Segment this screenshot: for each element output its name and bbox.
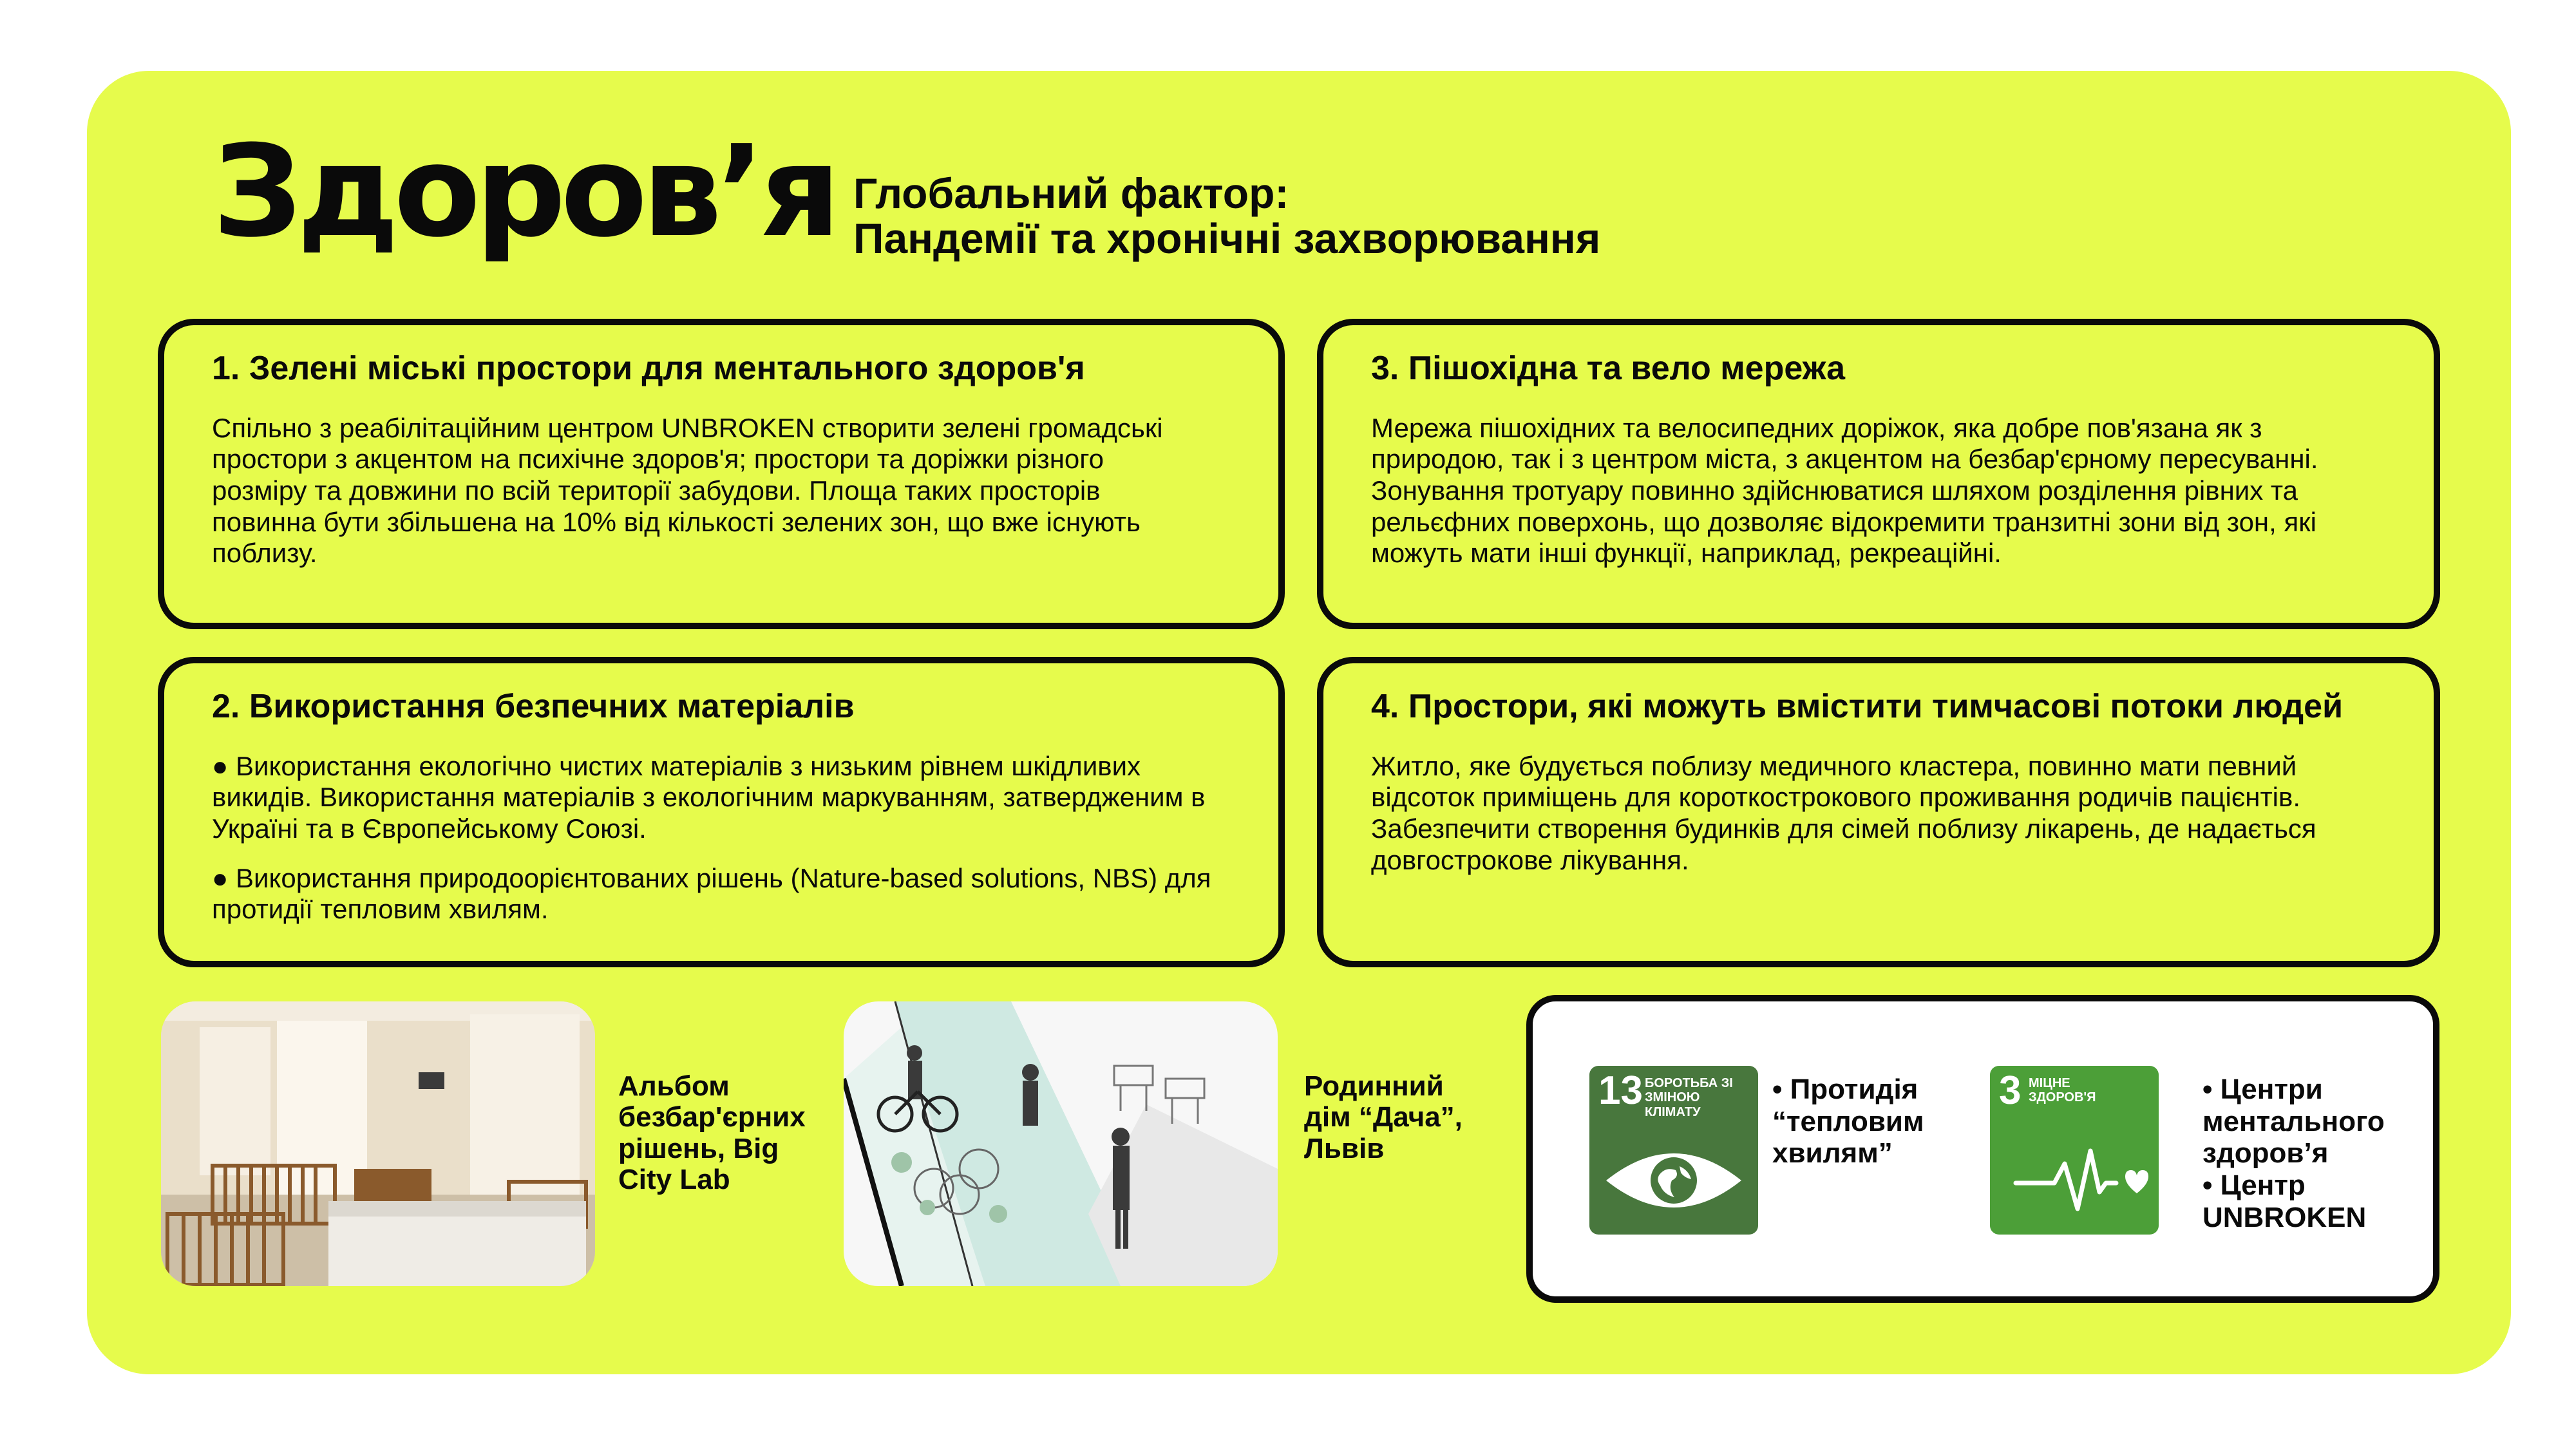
sdg-number: 13 bbox=[1598, 1068, 1643, 1113]
card-text: Спільно з реабілітаційним центром UNBROKEN створити зелені громадські простори з акцентом на психічне здоров'я; простори та доріжки різного розміру та довжини по всій території забудови. Площа таких просторів повинна бути збільшена на 10% від кількості зелених зон, що вже існують поблизу. bbox=[212, 412, 1163, 569]
photo-caption-family-house: Родинний дім “Дача”, Львів bbox=[1304, 1070, 1463, 1164]
sdg-goals-box bbox=[1526, 995, 2439, 1303]
card-bullet: ● Використання природоорієнтованих рішень (Nature-based solutions, NBS) для протидії тепловим хвилям. bbox=[212, 862, 1211, 925]
sdg-label: МІЦНЕ ЗДОРОВ'Я bbox=[2029, 1076, 2096, 1105]
eye-globe-icon bbox=[1589, 1138, 1758, 1235]
sdg-note: • Протидія “тепловим хвилям” bbox=[1772, 1074, 1924, 1170]
card-heading: 1. Зелені міські простори для ментального здоров'я bbox=[212, 350, 1085, 387]
card-temporary-flows bbox=[1317, 657, 2440, 967]
sdg-note: • Центр UNBROKEN bbox=[2202, 1170, 2367, 1233]
card-heading: 2. Використання безпечних матеріалів bbox=[212, 688, 855, 725]
sdg-13-tile bbox=[1589, 1066, 1758, 1235]
sdg-label: БОРОТЬБА ЗІ ЗМІНОЮ КЛІМАТУ bbox=[1645, 1076, 1733, 1119]
sdg-note: • Центри ментального здоров’я bbox=[2202, 1074, 2385, 1170]
global-factor-value: Пандемії та хронічні захворювання bbox=[853, 214, 1601, 262]
sdg-13-notes bbox=[1772, 1074, 1965, 1170]
heartbeat-icon bbox=[1990, 1138, 2159, 1235]
card-green-spaces bbox=[158, 319, 1285, 629]
card-walk-bike-network bbox=[1317, 319, 2440, 629]
street-illustration bbox=[844, 1001, 1278, 1286]
card-bullet: ● Використання екологічно чистих матеріалів з низьким рівнем шкідливих викидів. Використання матеріалів з екологічним маркуванням, затвердженим в Україні та в Європейському Союзі. bbox=[212, 750, 1206, 844]
photo-caption-album: Альбом безбар'єрних рішень, Big City Lab bbox=[618, 1070, 806, 1196]
card-text: Житло, яке будується поблизу медичного кластера, повинно мати певний відсоток приміщень для короткострокового проживання родичів пацієнтів. Забезпечити створення будинків для сімей поблизу лікарень, де надається довгострокове лікування. bbox=[1371, 750, 2316, 875]
global-factor bbox=[853, 171, 1600, 261]
room-illustration bbox=[161, 1001, 595, 1286]
global-factor-label: Глобальний фактор: bbox=[853, 169, 1289, 217]
card-safe-materials bbox=[158, 657, 1285, 967]
card-text: Мережа пішохідних та велосипедних доріжок, яка добре пов'язана як з природою, так і з центром міста, з акцентом на безбар'єрному пересуванні. Зонування тротуару повинно здійснюватися шляхом розділення рівних та рельєфних поверхонь, що дозволяє відокремити транзитні зони від зон, які можуть мати інші функції, наприклад, рекреаційні. bbox=[1371, 412, 2318, 569]
sdg-3-tile bbox=[1990, 1066, 2159, 1235]
sdg-number: 3 bbox=[1999, 1068, 2022, 1113]
card-heading: 3. Пішохідна та вело мережа bbox=[1371, 350, 1845, 387]
sdg-3-notes bbox=[2202, 1074, 2409, 1234]
page-title: Здоров’я bbox=[213, 118, 836, 265]
card-heading: 4. Простори, які можуть вмістити тимчасові потоки людей bbox=[1371, 688, 2344, 725]
photo-barrier-free-room bbox=[161, 1001, 595, 1286]
photo-family-house-street bbox=[844, 1001, 1278, 1286]
